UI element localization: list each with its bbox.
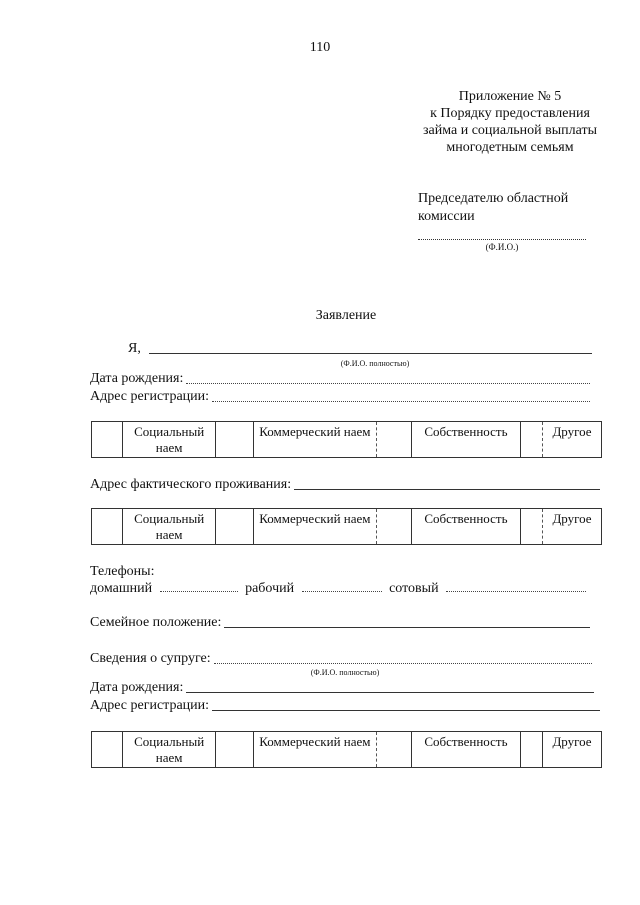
phone-home-field[interactable] [160,590,238,592]
option-commercial: Коммерческий наем [253,509,376,545]
checkbox-other[interactable] [520,422,543,458]
family-status-label: Семейное положение: [90,615,222,630]
addressee-name-field[interactable] [418,239,586,240]
option-commercial: Коммерческий наем [253,422,376,458]
spouse-birth-date-field[interactable] [186,691,594,693]
actual-address-label: Адрес фактического проживания: [90,477,292,492]
birth-date-label: Дата рождения: [90,371,184,386]
option-social: Социальный наем [123,509,216,545]
option-social: Социальный наем [123,732,216,768]
spouse-name-field[interactable] [214,662,592,664]
actual-address-row [90,477,600,493]
phone-mobile-label: сотовый [389,581,439,596]
appendix-line-3: займа и социальной выплаты [423,123,597,138]
phones-row [90,581,600,597]
option-property: Собственность [412,422,520,458]
appendix-line-2: к Порядку предоставления [430,106,590,121]
checkbox-commercial[interactable] [216,509,254,545]
addressee-line-2: комиссии [418,209,475,224]
option-commercial: Коммерческий наем [253,732,376,768]
reg-address-field[interactable] [212,400,590,402]
checkbox-social[interactable] [92,509,123,545]
checkbox-property[interactable] [376,422,411,458]
phone-home-label: домашний [90,581,153,596]
spouse-fio-caption: (Ф.И.О. полностью) [310,668,380,677]
spouse-reg-address-label: Адрес регистрации: [90,698,210,713]
phone-mobile-field[interactable] [446,590,586,592]
phones-label: Телефоны: [90,564,155,579]
option-property: Собственность [412,732,520,768]
option-property: Собственность [412,509,520,545]
applicant-birth-row [90,371,590,387]
reg-address-label: Адрес регистрации: [90,389,210,404]
appendix-line-4: многодетным семьям [446,140,574,155]
spouse-row [90,651,592,667]
applicant-name-field[interactable] [149,352,592,354]
phone-work-field[interactable] [302,590,382,592]
spouse-reg-address-field[interactable] [212,709,600,711]
checkbox-social[interactable] [92,732,123,768]
checkbox-commercial[interactable] [216,422,254,458]
ownership-table-registration [91,421,602,458]
checkbox-commercial[interactable] [216,732,254,768]
applicant-fio-caption: (Ф.И.О. полностью) [340,359,410,368]
family-status-row [90,615,590,631]
ownership-table-actual [91,508,602,545]
appendix-line-1: Приложение № 5 [458,89,562,104]
checkbox-property[interactable] [376,732,411,768]
applicant-name-row [128,341,592,357]
phone-work-label: рабочий [245,581,295,596]
document-title: Заявление [315,308,377,323]
option-social: Социальный наем [123,422,216,458]
ownership-table-spouse [91,731,602,768]
option-other: Другое [543,422,602,458]
addressee-block [418,190,568,226]
addressee-line-1: Председателю областной [418,191,569,206]
checkbox-social[interactable] [92,422,123,458]
actual-address-field[interactable] [294,488,600,490]
spouse-reg-row [90,698,600,714]
family-status-field[interactable] [224,626,590,628]
spouse-label: Сведения о супруге: [90,651,211,666]
spouse-birth-row [90,680,594,696]
option-other: Другое [543,732,602,768]
checkbox-other[interactable] [520,509,543,545]
addressee-caption: (Ф.И.О.) [485,242,519,252]
checkbox-other[interactable] [520,732,543,768]
birth-date-field[interactable] [186,382,590,384]
appendix-header [410,88,610,156]
page-number: 110 [309,40,331,55]
checkbox-property[interactable] [376,509,411,545]
applicant-reg-row [90,389,590,405]
i-label: Я, [128,341,141,356]
option-other: Другое [543,509,602,545]
spouse-birth-date-label: Дата рождения: [90,680,184,695]
